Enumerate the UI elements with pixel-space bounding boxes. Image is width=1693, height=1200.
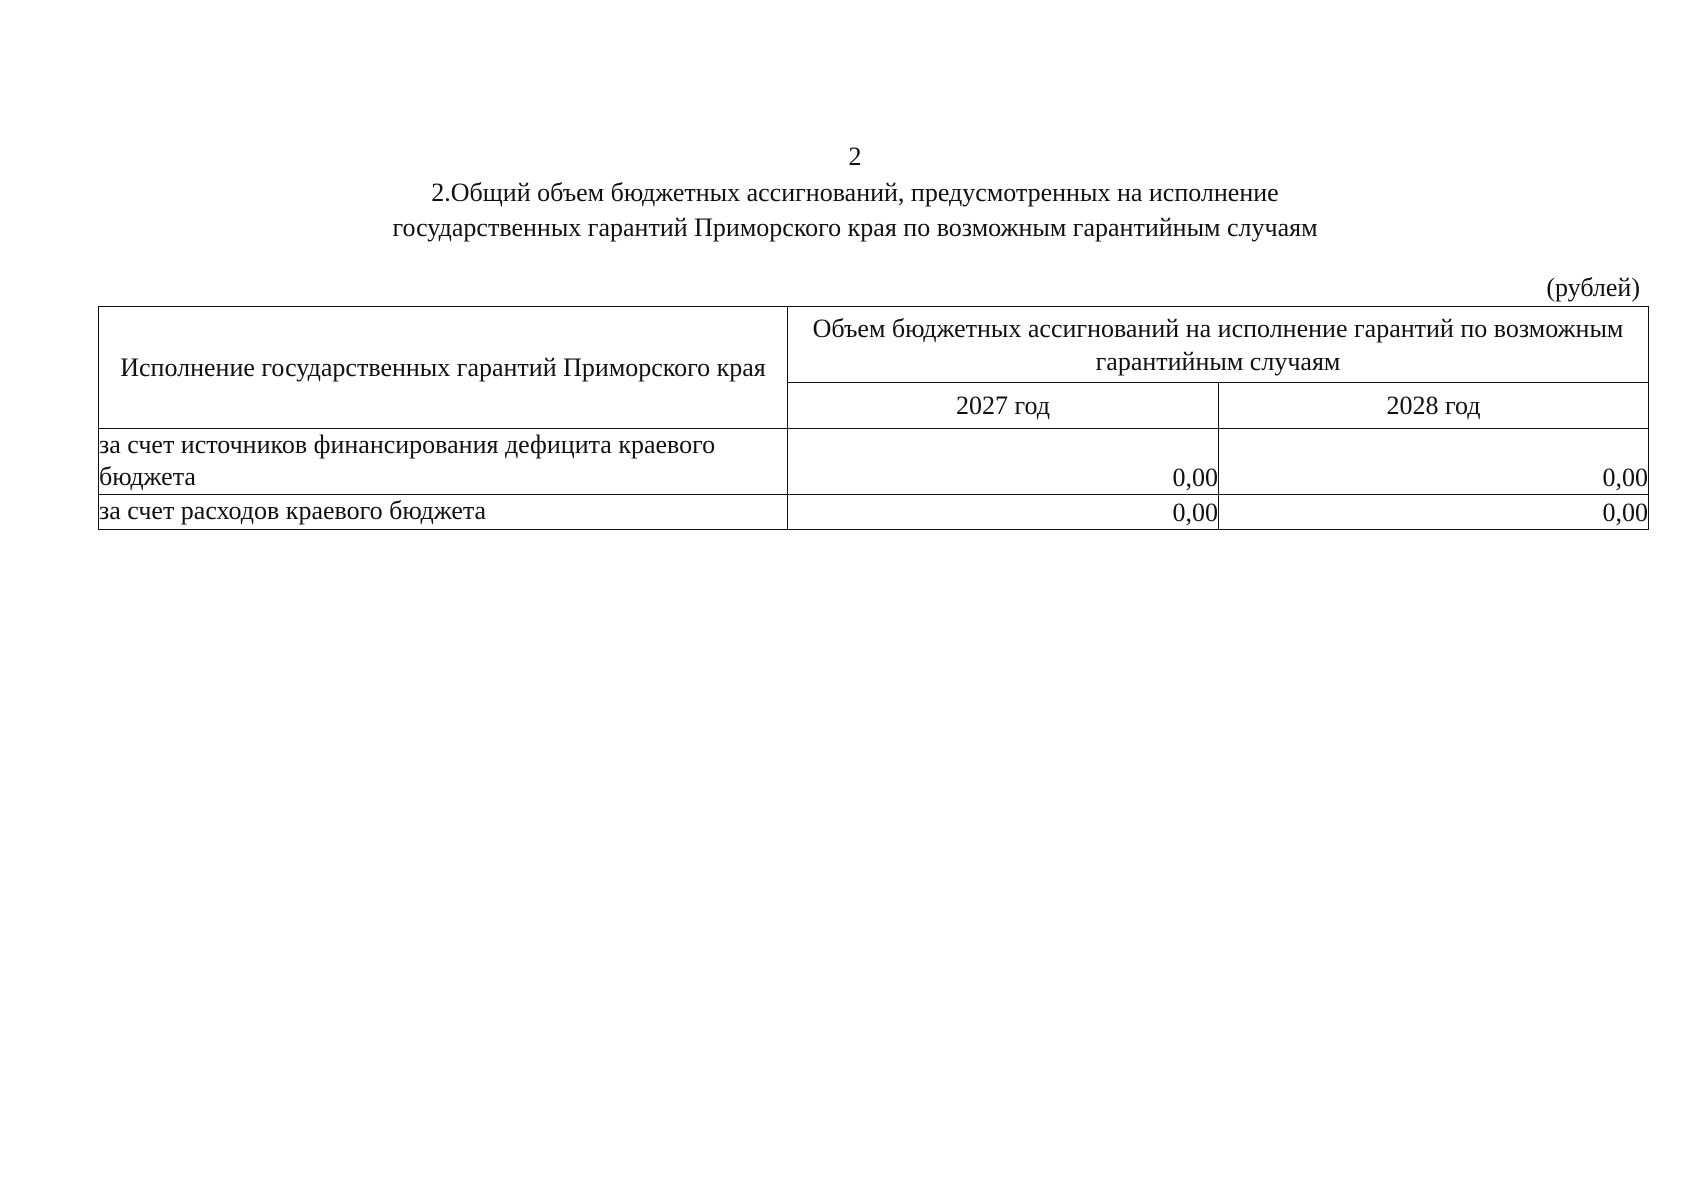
document-title-line-1: 2.Общий объем бюджетных ассигнований, предусмотренных на исполнение	[431, 178, 1279, 207]
table-header-row	[99, 307, 1649, 383]
table-row	[99, 495, 1649, 530]
header-allocation-volume: Объем бюджетных ассигнований на исполнение гарантий по возможным гарантийным случаям	[788, 307, 1649, 383]
table-row	[99, 429, 1649, 495]
units-label: (рублей)	[1546, 273, 1640, 302]
row-value-2027: 0,00	[788, 495, 1219, 530]
header-year-2027: 2027 год	[788, 383, 1219, 429]
header-guarantee-execution: Исполнение государственных гарантий Приморского края	[99, 307, 788, 429]
header-year-2028: 2028 год	[1219, 383, 1649, 429]
row-value-2027: 0,00	[788, 429, 1219, 495]
row-label-budget-expenses: за счет расходов краевого бюджета	[99, 495, 788, 530]
document-title	[0, 175, 1693, 245]
row-value-2028: 0,00	[1219, 495, 1649, 530]
row-label-deficit-sources: за счет источников финансирования дефицита краевого бюджета	[99, 429, 788, 495]
document-title-line-2: государственных гарантий Приморского края по возможным гарантийным случаям	[392, 213, 1318, 242]
page-number: 2	[848, 142, 862, 171]
row-value-2028: 0,00	[1219, 429, 1649, 495]
budget-table	[98, 306, 1649, 530]
